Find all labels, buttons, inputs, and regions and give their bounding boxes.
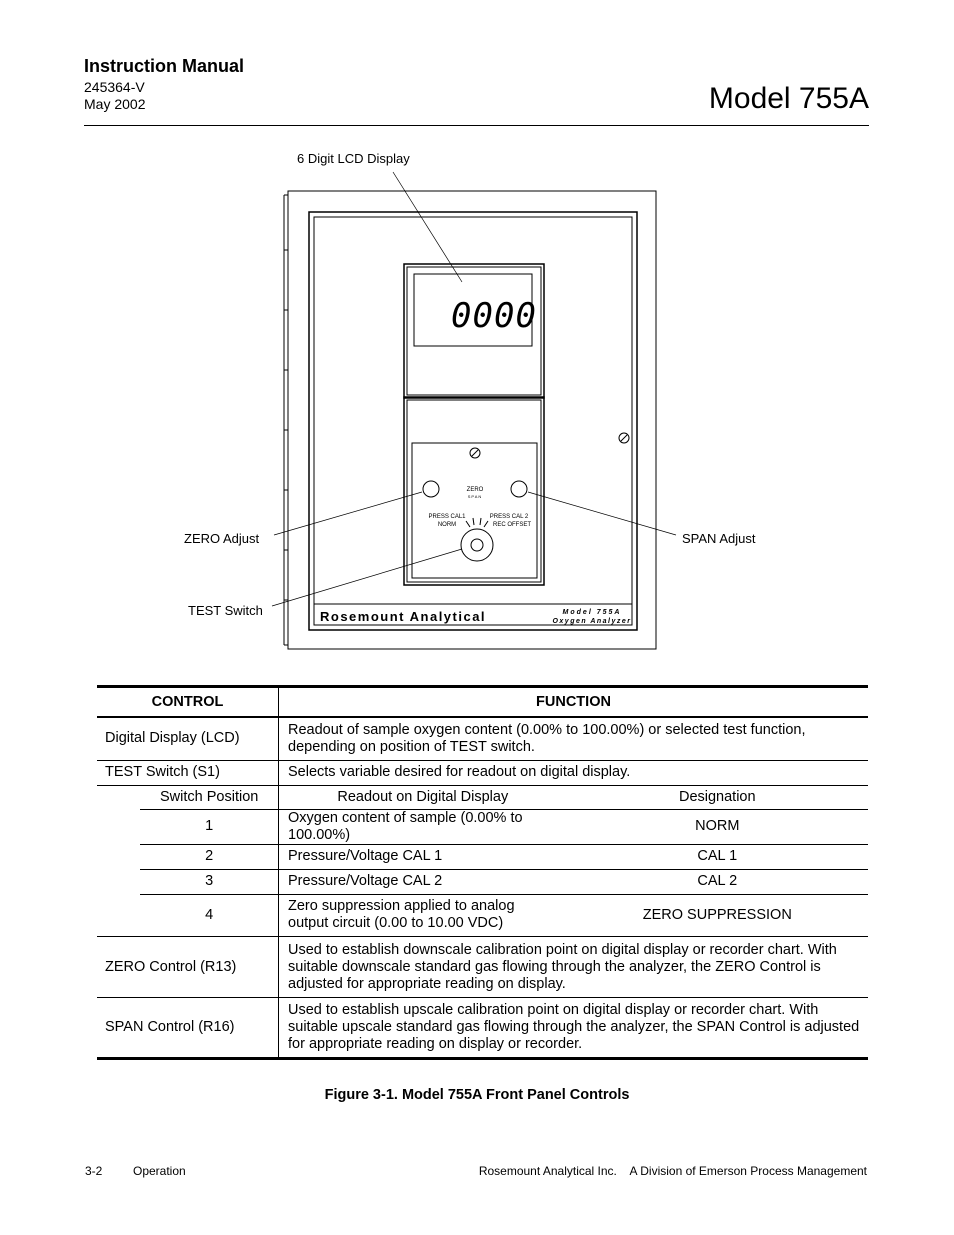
- nameplate-description: Oxygen Analyzer: [552, 618, 632, 625]
- test-callout: TEST Switch: [188, 603, 263, 618]
- readout-cell: Pressure/Voltage CAL 2: [279, 869, 567, 894]
- lcd-readout: 0000: [451, 296, 537, 336]
- readout-cell: Zero suppression applied to analog output circuit (0.00 to 10.00 VDC): [279, 894, 567, 936]
- header-function: FUNCTION: [279, 687, 869, 718]
- readout-cell: Oxygen content of sample (0.00% to 100.00%): [279, 809, 567, 844]
- figure-caption: Figure 3-1. Model 755A Front Panel Controls: [324, 1087, 630, 1103]
- table-subheader-row: [97, 785, 868, 809]
- span-knob-label: SPAN: [467, 494, 483, 499]
- designation-cell: CAL 2: [567, 869, 868, 894]
- zero-knob-label: ZERO: [466, 487, 484, 493]
- function-cell: Selects variable desired for readout on digital display.: [279, 760, 869, 785]
- section-name: Operation: [133, 1164, 186, 1178]
- table-row: [97, 869, 868, 894]
- table-row: [97, 998, 868, 1059]
- brand-name: Rosemount Analytical: [320, 609, 487, 624]
- table-row: [97, 937, 868, 998]
- nameplate-model: Model 755A: [562, 609, 622, 616]
- zero-leader-line: [274, 492, 422, 535]
- control-cell: Digital Display (LCD): [97, 717, 279, 760]
- enclosure-outline: [288, 191, 656, 649]
- doc-number: 245364-V: [84, 79, 145, 95]
- control-subpanel: [412, 443, 537, 578]
- indent-cell: [97, 785, 140, 937]
- manual-title: Instruction Manual: [84, 56, 245, 76]
- table-row: [97, 760, 868, 785]
- span-callout: SPAN Adjust: [682, 531, 756, 546]
- table-row: [97, 809, 868, 844]
- designation-cell: ZERO SUPPRESSION: [642, 906, 792, 923]
- designation-cell: CAL 1: [567, 844, 868, 869]
- span-knob: [511, 481, 527, 497]
- zero-knob: [423, 481, 439, 497]
- function-cell: Used to establish upscale calibration point on digital display or recorder chart. With suitable upscale standard gas flowing through the analyzer, the SPAN Control is adjusted for appropriate reading on display or recorder.: [279, 998, 869, 1059]
- lcd-callout: 6 Digit LCD Display: [297, 151, 410, 166]
- zero-callout: ZERO Adjust: [184, 531, 260, 546]
- subheader-designation: Designation: [567, 785, 868, 809]
- switch-norm-label: NORM: [437, 522, 457, 528]
- designation-cell: NORM: [567, 809, 868, 844]
- switch-rec-offset-label: REC OFFSET: [492, 522, 532, 528]
- switch-cal2-label: PRESS CAL 2: [489, 514, 529, 520]
- table-header-row: [97, 687, 868, 718]
- front-panel-figure: [0, 140, 954, 670]
- header-rule: [84, 125, 869, 126]
- function-cell: Used to establish downscale calibration point on digital display or recorder chart. With suitable downscale standard gas flowing through the analyzer, the ZERO Control is adjusted for appropriate reading on display.: [279, 937, 869, 998]
- doc-date: May 2002: [84, 96, 146, 112]
- readout-cell: Pressure/Voltage CAL 1: [279, 844, 567, 869]
- header-control: CONTROL: [97, 687, 279, 718]
- controls-table: [97, 685, 868, 1060]
- subheader-readout: Readout on Digital Display: [279, 785, 567, 809]
- subheader-position: Switch Position: [140, 785, 278, 809]
- test-switch-knob: [461, 529, 493, 561]
- table-row: [97, 717, 868, 760]
- page-number: 3-2: [85, 1164, 103, 1178]
- control-cell: ZERO Control (R13): [97, 937, 279, 998]
- company-footer: Rosemount Analytical Inc. A Division of Emerson Process Management: [478, 1164, 867, 1178]
- door-frame: [309, 212, 637, 630]
- position-cell: 3: [140, 869, 278, 894]
- table-row: [97, 894, 868, 936]
- model-title: Model 755A: [708, 82, 869, 115]
- position-cell: 4: [205, 906, 214, 923]
- control-cell: SPAN Control (R16): [97, 998, 279, 1059]
- span-leader-line: [528, 492, 676, 535]
- function-cell: Readout of sample oxygen content (0.00% to 100.00%) or selected test function, depending on position of TEST switch.: [279, 717, 869, 760]
- position-cell: 1: [140, 809, 278, 844]
- position-cell: 2: [140, 844, 278, 869]
- front-panel-drawing: [0, 140, 954, 670]
- switch-cal1-label: PRESS CAL1: [428, 514, 466, 520]
- table-row: [97, 844, 868, 869]
- control-cell: TEST Switch (S1): [97, 760, 279, 785]
